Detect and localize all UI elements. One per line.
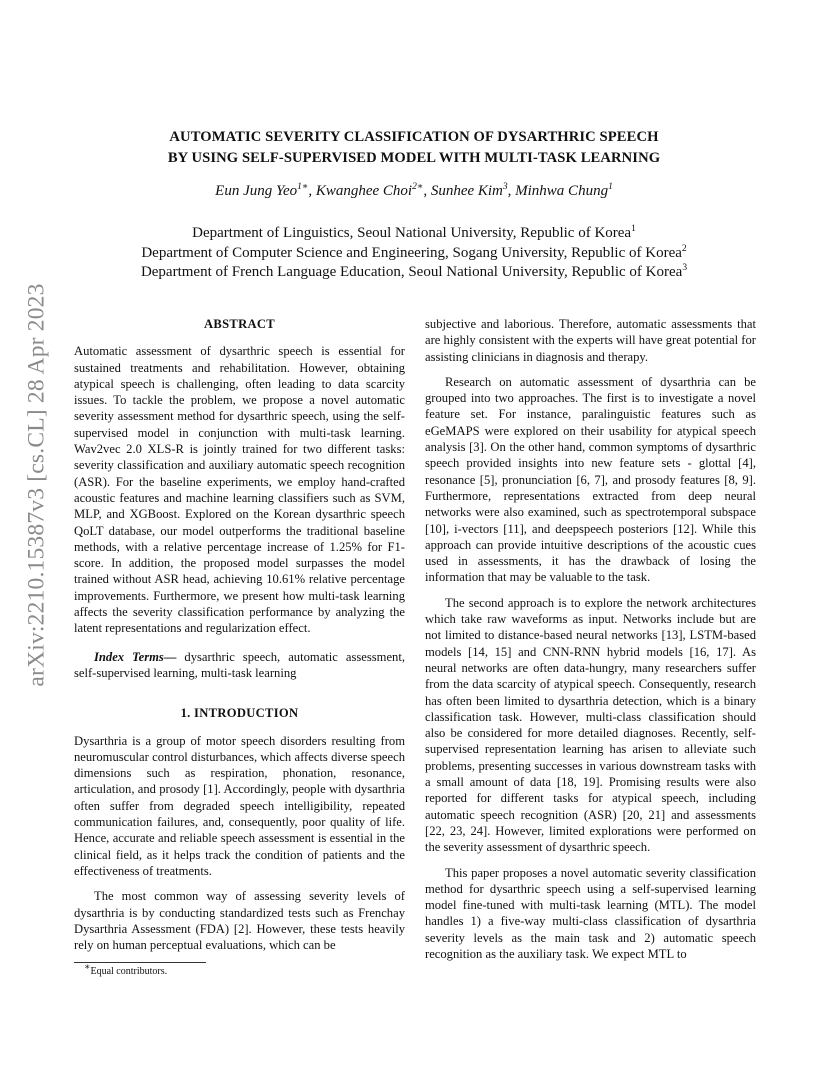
intro-paragraph-2: The most common way of assessing severity levels of dysarthria is by conducting standardized tests such as Frenchay Dysarthria Assessment (FDA) [2]. However, these tests heavily rely on human perceptual evaluations, which can be: [74, 889, 405, 953]
left-column: [74, 316, 405, 953]
right-paragraph-3: This paper proposes a novel automatic severity classification method for dysarthric speech using a self-supervised learning model fine-tuned with multi-task learning (MTL). The model handles 1) a five-way multi-class classification of dysarthria severity levels as the main task and 2) automatic speech recognition as the auxiliary task. We expect MTL to: [425, 865, 756, 961]
author-1-sup: 1∗: [297, 182, 309, 192]
author-2: Kwanghee Choi: [315, 183, 413, 199]
author-2-sup: 2∗: [412, 182, 424, 192]
abstract-section: [74, 343, 405, 681]
author-4-sup: 1: [608, 182, 613, 192]
footnote: [84, 962, 168, 977]
author-list: Eun Jung Yeo$^{1∗}$, Kwanghee Choi$^{2∗}$, Sunhee Kim$^3$, Minhwa Chung$^1$: [215, 182, 613, 199]
index-terms-label: Index Terms—: [94, 649, 177, 664]
footnote-mark: ∗: [84, 962, 91, 973]
arxiv-id: arXiv:2210.15387v3 [cs.CL] 28 Apr 2023: [23, 283, 50, 687]
right-paragraph-0: subjective and laborious. Therefore, automatic assessments that are highly consistent with the experts will have great potential for assisting clinicians in diagnosis and therapy.: [425, 317, 756, 364]
footnote-text: Equal contributors.: [90, 966, 168, 977]
author-3-sup: 3: [502, 182, 508, 192]
index-terms-text: dysarthric speech, automatic assessment, self-supervised learning, multi-task learning: [74, 649, 405, 680]
intro-paragraph-1: Dysarthria is a group of motor speech disorders resulting from neuromuscular control disturbances, which affects diverse speech dimensions such as respiration, phonation, resonance, articulation, and prosody [1]. Accordingly, people with dysarthria often suffer from degraded speech intelligibility, repeated communication failures, and, consequently, poor quality of life. Hence, accurate and reliable speech assessment is essential in the clinical field, as it helps track the condition of patients and the effectiveness of treatments.: [74, 733, 405, 878]
arxiv-sidebar-stamp: [19, 283, 55, 687]
title-line-2: BY USING SELF-SUPERVISED MODEL WITH MULTI-TASK LEARNING: [167, 150, 661, 166]
right-paragraph-2: The second approach is to explore the network architectures which take raw waveforms as input. Networks include but are not limited to distance-based neural networks [13], LSTM-based models [14, 15] and CNN-RNN hybrid models [16, 17]. As neural networks are often data-hungry, many researchers suffer from the data scarcity of atypical speech. Consequently, research has often been limited to dysarthria detection, which is a binary classification task. However, multi-class classification should also be considered for more detailed diagnoses. Recently, self-supervised representation learning has arisen to alleviate such problems, presenting successes in various downstream tasks with a small amount of data [18, 19]. Promising results were also reported for different tasks for atypical speech, including automatic speech recognition (ASR) [20, 21] and assessments [22, 23, 24]. However, limited explorations were performed on the severity assessment of dysarthric speech.: [425, 595, 756, 855]
affiliation-3: Department of French Language Education, Seoul National University, Republic of Korea$^3$: [140, 263, 688, 280]
author-1: Eun Jung Yeo: [215, 183, 298, 199]
affiliation-list: [80, 224, 748, 283]
index-terms: [74, 649, 405, 682]
right-column: [425, 316, 756, 962]
right-paragraph-1: Research on automatic assessment of dysarthria can be grouped into two approaches. The first is to investigate a novel feature set. For instance, paralinguistic features such as eGeMAPS were explored on their usability for atypical speech analysis [3]. On the other hand, common symptoms of dysarthric speech provided insights into new feature sets - glottal [4], resonance [5], pronunciation [6, 7], and prosody features [8, 9]. Furthermore, representations extracted from deep neural networks were also examined, such as spectrotemporal subspace [10], i-vectors [11], and deepspeech posteriors [12]. While this approach can provide intuitive descriptions of the acoustic cues used in assessments, it has the drawback of losing the information that may be valuable to the task.: [425, 374, 756, 585]
footnote-rule: [74, 962, 206, 963]
introduction-section: [74, 733, 405, 954]
author-3: Sunhee Kim: [430, 183, 503, 199]
author-4: Minhwa Chung: [515, 183, 609, 199]
paper-title: [80, 127, 748, 169]
abstract-heading: ABSTRACT: [204, 317, 275, 331]
affiliation-2: Department of Computer Science and Engineering, Sogang University, Republic of Korea$^2$: [141, 243, 687, 261]
title-line-1: AUTOMATIC SEVERITY CLASSIFICATION OF DYSARTHRIC SPEECH: [169, 129, 659, 145]
introduction-heading: 1. INTRODUCTION: [180, 706, 299, 721]
abstract-text: Automatic assessment of dysarthric speech is essential for sustained treatments and rehabilitation. However, obtaining atypical speech is challenging, often leading to data scarcity issues. To tackle the problem, we propose a novel automatic severity assessment method for dysarthric speech, using the self-supervised model in conjunction with multi-task learning. Wav2vec 2.0 XLS-R is jointly trained for two different tasks: severity classification and auxiliary automatic speech recognition (ASR). For the baseline experiments, we employ hand-crafted acoustic features and machine learning classifiers such as SVM, MLP, and XGBoost. Explored on the Korean dysarthric speech QoLT database, our model outperforms the traditional baseline methods, with a relative percentage increase of 1.25% for F1-score. In addition, the proposed model surpasses the model trained without ASR head, achieving 10.61% relative percentage improvements. Furthermore, we present how multi-task learning affects the severity classification performance by analyzing the latent representations and regularization effect.: [74, 344, 405, 636]
affiliation-1: Department of Linguistics, Seoul National University, Republic of Korea$^1$: [192, 224, 636, 241]
